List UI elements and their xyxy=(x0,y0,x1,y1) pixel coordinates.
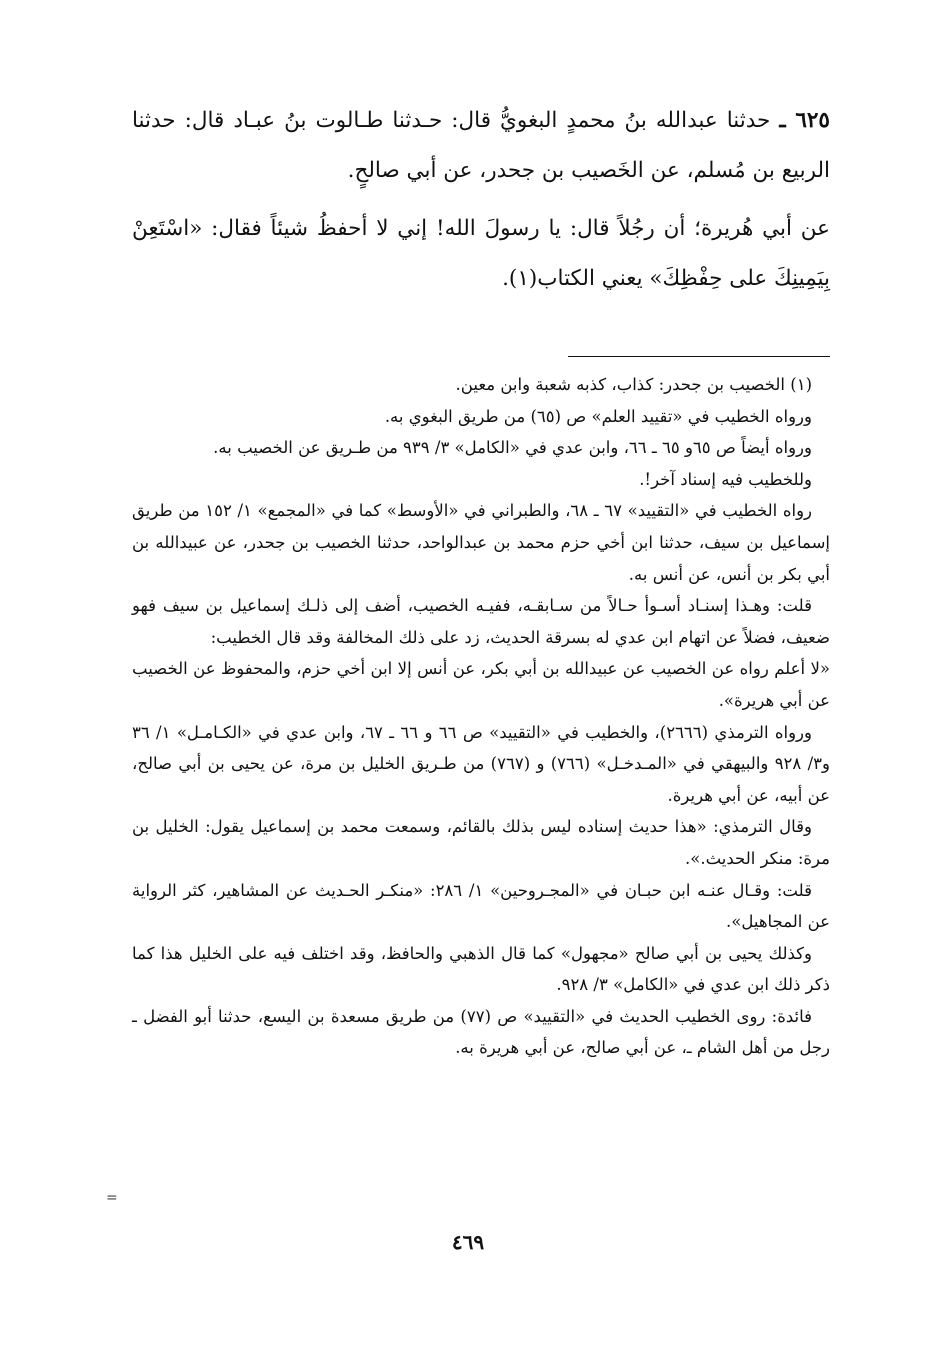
footnote-paragraph: «لا أعلم رواه عن الخصيب عن عبيدالله بن أبي بكر، عن أنس إلا ابن أخي حزم، والمحفوظ عن الخصيب عن أبي هريرة». xyxy=(132,659,830,710)
footnote-paragraph: وكذلك يحيى بن أبي صالح «مجهول» كما قال الذهبي والحافظ، وقد اختلف فيه على الخليل هذا كما ذكر ذلك ابن عدي في «الكامل» ٣/ ٩٢٨. xyxy=(132,943,830,995)
footnote-paragraph: قلت: وهـذا إسنـاد أسـوأ حـالاً من سـابقـه، ففيـه الخصيب، أضف إلى ذلـك إسماعيل بن سيف فهو ضعيف، فضلاً عن اتهام ابن عدي له بسرقة الحديث، زد على ذلك المخالفة وقد قال الخطيب: xyxy=(132,596,830,647)
footnote-paragraph: ورواه الخطيب في «تقييد العلم» ص (٦٥) من طريق البغوي به. xyxy=(384,406,812,426)
footnotes xyxy=(132,369,830,1064)
hadith-chain xyxy=(132,96,830,196)
footnote-paragraph: وللخطيب فيه إسناد آخر!. xyxy=(639,469,812,489)
footnote-paragraph: قلت: وقـال عنـه ابن حبـان في «المجـروحين» ١/ ٢٨٦: «منكـر الحـديث عن المشاهير، كثر الرواية عن المجاهيل». xyxy=(132,880,830,932)
isnad-text: حدثنا عبدالله بنُ محمدٍ البغويُّ قال: حـدثنا طـالوت بنُ عبـاد قال: حدثنا الربيع بن مُسلم، عن الخَصيب بن جحدر، عن أبي صالحٍ. xyxy=(132,108,830,183)
footnote-paragraph: ورواه الترمذي (٢٦٦٦)، والخطيب في «التقييد» ص ٦٦ و ٦٦ ـ ٦٧، وابن عدي في «الكـامـل» ١/ ٣٦ و٣/ ٩٢٨ والبيهقي في «المـدخـل» (٧٦٦) و (٧٦٧) من طـريق الخليل بن مرة، عن يحيى بن أبي صالح، عن أبيه، عن أبي هريرة. xyxy=(132,722,830,805)
footnote-paragraph: وقال الترمذي: «هذا حديث إسناده ليس بذلك بالقائم، وسمعت محمد بن إسماعيل يقول: الخليل بن مرة: منكر الحديث.». xyxy=(132,817,830,868)
footnote-paragraph: فائدة: روى الخطيب الحديث في «التقييد» ص (٧٧) من طريق مسعدة بن اليسع، حدثنا أبو الفضل ـ رجل من أهل الشام ـ، عن أبي صالح، عن أبي هريرة به. xyxy=(132,1006,830,1058)
hadith-body xyxy=(132,96,830,304)
margin-mark: = xyxy=(106,1190,118,1206)
footnote-paragraph: ورواه أيضاً ص ٦٥و ٦٥ ـ ٦٦، وابن عدي في «الكامل» ٣/ ٩٣٩ من طـريق عن الخصيب به. xyxy=(213,438,812,458)
hadith-matn: عن أبي هُريرة؛ أن رجُلاً قال: يا رسولَ الله! إني لا أحفظُ شيئاً فقال: «اسْتَعِنْ بِيَمِينِكَ على حِفْظِكَ» يعني الكتاب(١). xyxy=(132,216,830,291)
page-number: ٤٦٩ xyxy=(451,1230,485,1254)
footnote-paragraph: (١) الخصيب بن جحدر: كذاب، كذبه شعبة وابن معين. xyxy=(455,375,812,394)
footnote-divider xyxy=(568,356,830,357)
footnote-paragraph: رواه الخطيب في «التقييد» ٦٧ ـ ٦٨، والطبراني في «الأوسط» كما في «المجمع» ١/ ١٥٢ من طريق إسماعيل بن سيف، حدثنا ابن أخي حزم محمد بن عبدالواحد، حدثنا الخصيب بن جحدر، عن عبيدالله بن أبي بكر بن أنس، عن أنس به. xyxy=(132,501,830,584)
hadith-number: ٦٢٥ ـ xyxy=(779,108,830,133)
